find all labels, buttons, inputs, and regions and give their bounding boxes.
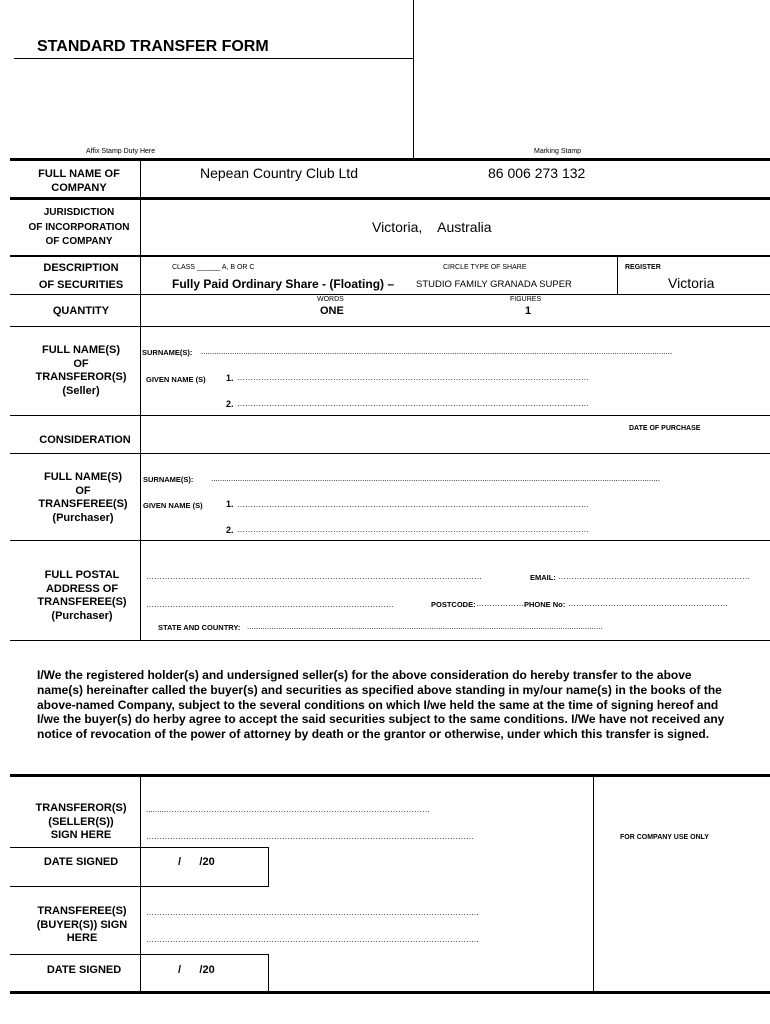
transferee-given-label: GIVEN NAME (S) (143, 501, 203, 510)
transferor-given-2-field[interactable]: …………………………………………………………………………………………………………………… (237, 399, 589, 408)
email-label: EMAIL: (530, 573, 556, 582)
register-divider (617, 257, 618, 295)
company-label: FULL NAME OF COMPANY (38, 168, 120, 194)
company-use-label: FOR COMPANY USE ONLY (620, 834, 709, 841)
transferor-given-1-field[interactable]: …………………………………………………………………………………………………………………… (237, 373, 589, 382)
register-label: REGISTER (625, 264, 661, 271)
date-signed-1-top (10, 847, 268, 848)
title-underline (14, 58, 414, 59)
date-signed-1-right (268, 847, 269, 887)
postcode-label: POSTCODE: (431, 600, 476, 609)
transferee-surname-label: SURNAME(S): (143, 475, 194, 484)
date-of-purchase-label: DATE OF PURCHASE (629, 425, 701, 432)
stamp-divider (413, 0, 414, 158)
transferor-given-2-num: 2. (226, 399, 234, 409)
words-label: WORDS (317, 296, 344, 303)
date-signed-2-right (268, 954, 269, 992)
address-line-1-field[interactable]: ……………………………………………………………………………………………………………… (146, 572, 482, 581)
signature-top-rule (10, 774, 770, 777)
securities-label: DESCRIPTION OF SECURITIES (38, 262, 124, 291)
date-signed-1-field[interactable]: / /20 (178, 856, 215, 868)
jurisdiction-value: Victoria, Australia (372, 219, 492, 235)
address-line-2-field[interactable]: ………………………………………………………………………………… (146, 600, 394, 609)
transferor-surname-field[interactable]: .................................................................................................................................................................................................................... (201, 347, 673, 356)
transferee-surname-field[interactable]: .......................................................................................................................................................................................................... (211, 474, 660, 483)
state-country-label: STATE AND COUNTRY: (158, 623, 241, 632)
date-signed-1-label: DATE SIGNED (43, 856, 119, 868)
consideration-rule (10, 453, 770, 454)
transferee-given-1-num: 1. (226, 499, 234, 509)
date-signed-2-label: DATE SIGNED (46, 964, 122, 976)
quantity-rule (10, 326, 770, 327)
transferor-signature-line-1[interactable]: .........……………………………………………………………………………………… (146, 805, 431, 814)
email-field[interactable]: ……………………………………………………………… (558, 572, 750, 581)
phone-label: PHONE No: (524, 600, 566, 609)
securities-rule (10, 294, 770, 295)
transferee-label: FULL NAME(S) OF TRANSFEREE(S) (Purchaser) (38, 471, 128, 524)
date-signed-1-bottom (10, 886, 268, 887)
transferor-sign-label: TRANSFEROR(S) (SELLER(S)) SIGN HERE (35, 802, 127, 841)
date-signed-2-top (10, 954, 268, 955)
figures-label: FIGURES (510, 296, 542, 303)
share-type-options: STUDIO FAMILY GRANADA SUPER (416, 279, 572, 290)
circle-type-label: CIRCLE TYPE OF SHARE (443, 264, 527, 271)
address-rule (10, 640, 770, 641)
phone-field[interactable]: …………………………………………………… (568, 599, 728, 608)
transferee-sign-label: TRANSFEREE(S) (BUYER(S)) SIGN HERE (36, 905, 128, 944)
company-rule (10, 197, 770, 200)
transferee-given-2-field[interactable]: …………………………………………………………………………………………………………………… (237, 525, 589, 534)
marking-stamp-label: Marking Stamp (534, 148, 582, 155)
class-label: CLASS ______ A, B OR C (172, 264, 255, 271)
bottom-rule (10, 991, 770, 994)
quantity-label: QUANTITY (52, 305, 110, 317)
header-rule (10, 158, 770, 161)
form-title: STANDARD TRANSFER FORM (37, 38, 269, 55)
register-value: Victoria (668, 275, 715, 291)
address-label: FULL POSTAL ADDRESS OF TRANSFEREE(S) (Purchaser) (37, 569, 127, 622)
transferor-given-label: GIVEN NAME (S) (146, 375, 206, 384)
transferor-rule (10, 415, 770, 416)
transferor-surname-label: SURNAME(S): (142, 348, 193, 357)
company-name: Nepean Country Club Ltd (200, 165, 358, 181)
transferor-label: FULL NAME(S) OF TRANSFEROR(S) (Seller) (35, 344, 127, 397)
transferee-given-1-field[interactable]: …………………………………………………………………………………………………………………… (237, 500, 589, 509)
transferee-signature-line-1[interactable]: …………………………………………………………………………………………………………….. (146, 908, 479, 917)
transferor-signature-line-2[interactable]: …………………………………………………………………………………………………………… (146, 832, 474, 841)
company-use-divider (593, 777, 594, 992)
affix-stamp-label: Affix Stamp Duty Here (86, 148, 156, 155)
postcode-field[interactable]: ……………… (476, 599, 524, 608)
state-country-field[interactable]: ................................................................................................................................................................ (247, 622, 603, 631)
transferee-rule (10, 540, 770, 541)
date-signed-2-field[interactable]: / /20 (178, 964, 215, 976)
company-acn: 86 006 273 132 (488, 165, 586, 181)
securities-description: Fully Paid Ordinary Share - (Floating) – (172, 277, 395, 291)
jurisdiction-rule (10, 255, 770, 257)
declaration-text: I/We the registered holder(s) and undersigned seller(s) for the above consideration do hereby transfer to the above name(s) hereinafter called the buyer(s) and securities as specified above standing in my/our name(s) in the books of the above-named Company, subject to the several conditions on which I/we held the same at the time of signing hereof and I/we the buyer(s) do herby agree to accept the said securities subject to the same conditions. I/We have not received any notice of revocation of the power of attorney by death or the grantor or otherwise, under which this transfer is signed. (37, 668, 725, 742)
transferee-signature-line-2[interactable]: …………………………………………………………………………………………………………….. (146, 935, 479, 944)
words-value: ONE (320, 305, 344, 317)
transferor-given-1-num: 1. (226, 373, 234, 383)
consideration-label: CONSIDERATION (39, 434, 131, 446)
figures-value: 1 (525, 305, 532, 317)
jurisdiction-label: JURISDICTION OF INCORPORATION OF COMPANY (28, 207, 130, 247)
transferee-given-2-num: 2. (226, 525, 234, 535)
